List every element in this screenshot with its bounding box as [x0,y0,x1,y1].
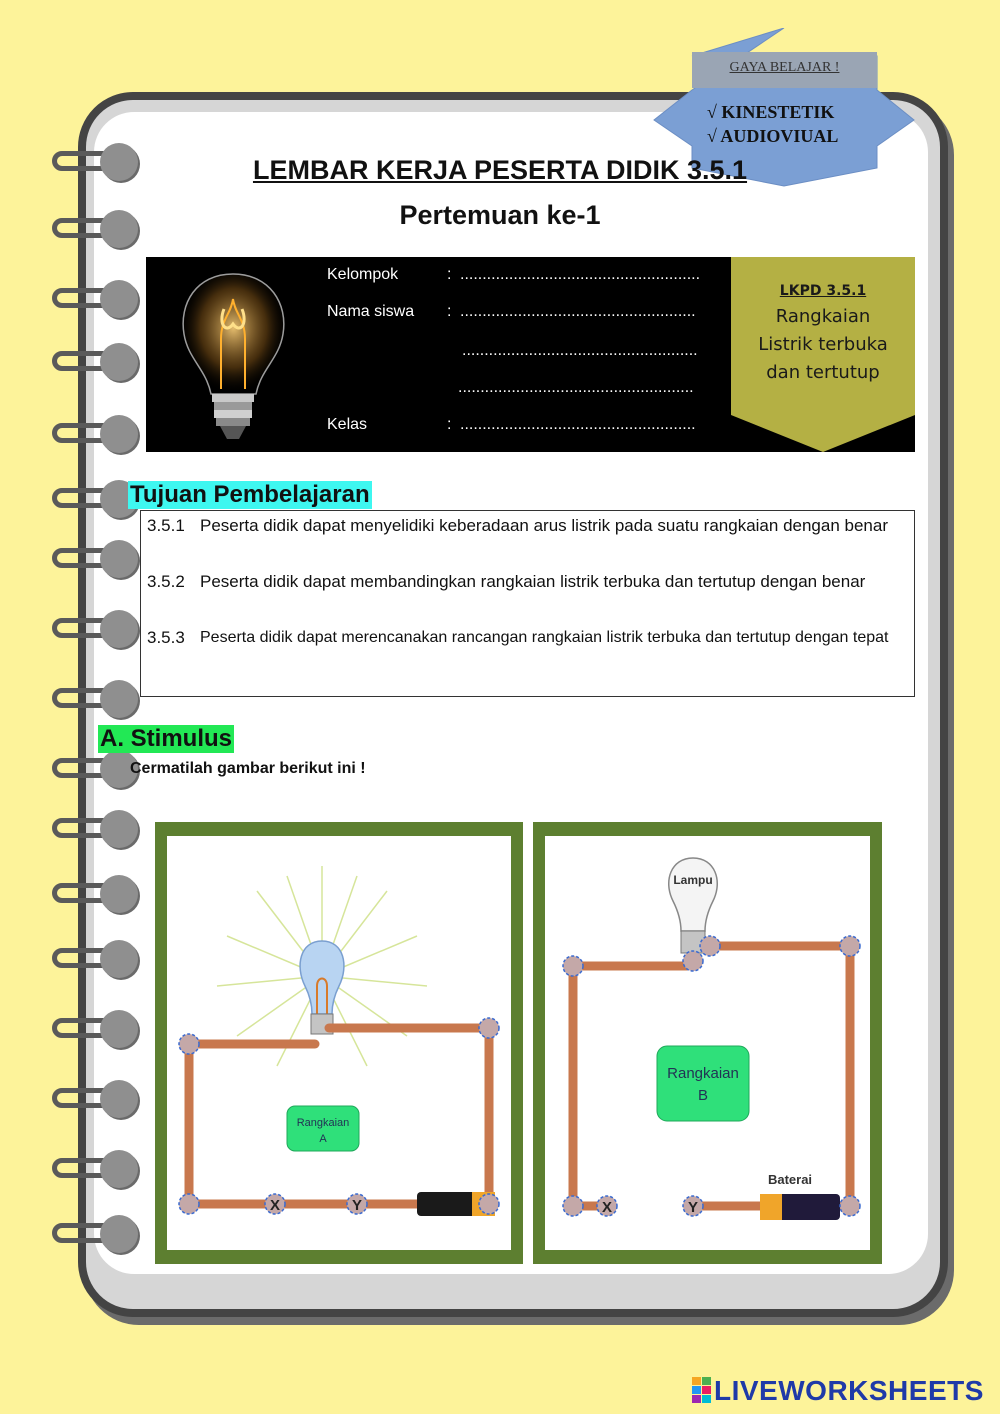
liveworksheets-logo-text: LIVEWORKSHEETS [714,1375,984,1406]
spiral-ring [52,1010,144,1050]
spiral-ring [52,875,144,915]
spiral-ring [52,540,144,580]
circuit-a-panel [155,822,523,1264]
ring-ball [100,540,138,578]
ring-ball [100,280,138,318]
field-kelompok [327,266,732,288]
ring-ball [100,415,138,453]
spiral-ring [52,680,144,720]
page-title: LEMBAR KERJA PESERTA DIDIK 3.5.1 [252,155,748,185]
spiral-ring [52,415,144,455]
lkpd-description [731,303,915,387]
field-colon: : [447,416,452,433]
field-input-nama-1[interactable]: ..................................................... [460,303,696,320]
ring-ball [100,940,138,978]
objective-text: Peserta didik dapat menyelidiki keberadaan arus listrik pada suatu rangkaian dengan benar [200,516,888,535]
field-input-nama-3[interactable]: ..................................................... [458,379,694,396]
spiral-ring [52,280,144,320]
objective-text: Peserta didik dapat merencanakan rancangan rangkaian listrik terbuka dan tertutup dengan tepat [200,629,889,646]
badge-item-kinestetik: √ KINESTETIK [707,102,835,122]
circuit-b-canvas [545,836,870,1250]
ring-ball [100,610,138,648]
field-nama-siswa [327,303,732,325]
field-label: Kelompok [327,266,399,283]
circuit-b-panel [533,822,882,1264]
lkpd-desc-line: dan tertutup [766,362,880,383]
badge-item-audiovisual: √ AUDIOVIUAL [707,126,839,146]
light-bulb-icon [176,269,291,444]
circuit-a-label-line1: Rangkaian [296,1117,350,1129]
lkpd-desc-line: Rangkaian [775,306,871,327]
ring-ball [100,343,138,381]
circuit-a-label-line2: A [319,1133,327,1145]
spiral-ring [52,810,144,850]
stimulus-instruction: Cermatilah gambar berikut ini ! [130,760,366,777]
badge-title: GAYA BELAJAR ! [729,60,840,75]
ring-ball [100,810,138,848]
badge-items [707,100,838,148]
ring-ball [100,1150,138,1188]
learning-objectives-list [140,510,915,697]
field-kelas [327,416,732,438]
ring-ball [100,680,138,718]
field-colon: : [447,266,452,283]
liveworksheets-logo-icon [692,1377,712,1403]
circuit-a-point-y: Y [351,1197,363,1214]
page-subtitle: Pertemuan ke-1 [399,200,601,230]
lkpd-text [731,283,915,387]
circuit-b-point-x: X [601,1199,613,1216]
student-info-box [146,257,915,452]
circuit-a-diagram [167,836,511,1250]
lkpd-desc-line: Listrik terbuka [758,334,888,355]
circuit-b-battery-label: Baterai [767,1172,813,1187]
circuit-a-point-x: X [269,1197,281,1214]
spiral-ring [52,1080,144,1120]
objective-number: 3.5.3 [147,628,185,647]
lkpd-code: LKPD 3.5.1 [779,283,867,299]
objective-number: 3.5.1 [147,516,185,535]
field-colon: : [447,303,452,320]
circuit-b-label-line1: Rangkaian [667,1065,739,1082]
ring-ball [100,1010,138,1048]
spiral-ring [52,610,144,650]
field-input-kelompok[interactable]: ...................................................... [460,266,701,283]
circuit-b-lamp-label: Lampu [673,873,713,887]
circuit-a-canvas [167,836,511,1250]
learning-objectives-heading: Tujuan Pembelajaran [130,481,370,508]
circuit-b-label-line2: B [697,1087,709,1104]
lkpd-tag [731,257,915,452]
circuit-b-diagram [545,836,870,1250]
circuit-b-bulb [669,858,718,931]
objective-number: 3.5.2 [147,572,185,591]
field-label: Nama siswa [327,303,415,320]
spiral-ring [52,1215,144,1255]
field-input-kelas[interactable]: ..................................................... [460,416,696,433]
circuit-b-point-y: Y [687,1199,699,1216]
circuit-b-label-box [657,1046,749,1121]
field-input-nama-2[interactable]: ..................................................... [462,342,698,359]
spiral-ring [52,940,144,980]
field-nama-siswa-3 [327,379,732,401]
field-nama-siswa-2 [327,342,732,364]
objective-text: Peserta didik dapat membandingkan rangkaian listrik terbuka dan tertutup dengan benar [200,572,866,591]
ring-ball [100,1215,138,1253]
spiral-ring [52,343,144,383]
field-label: Kelas [327,416,368,433]
spiral-ring [52,1150,144,1190]
ring-ball [100,875,138,913]
stimulus-heading: A. Stimulus [100,725,233,752]
ring-ball [100,1080,138,1118]
